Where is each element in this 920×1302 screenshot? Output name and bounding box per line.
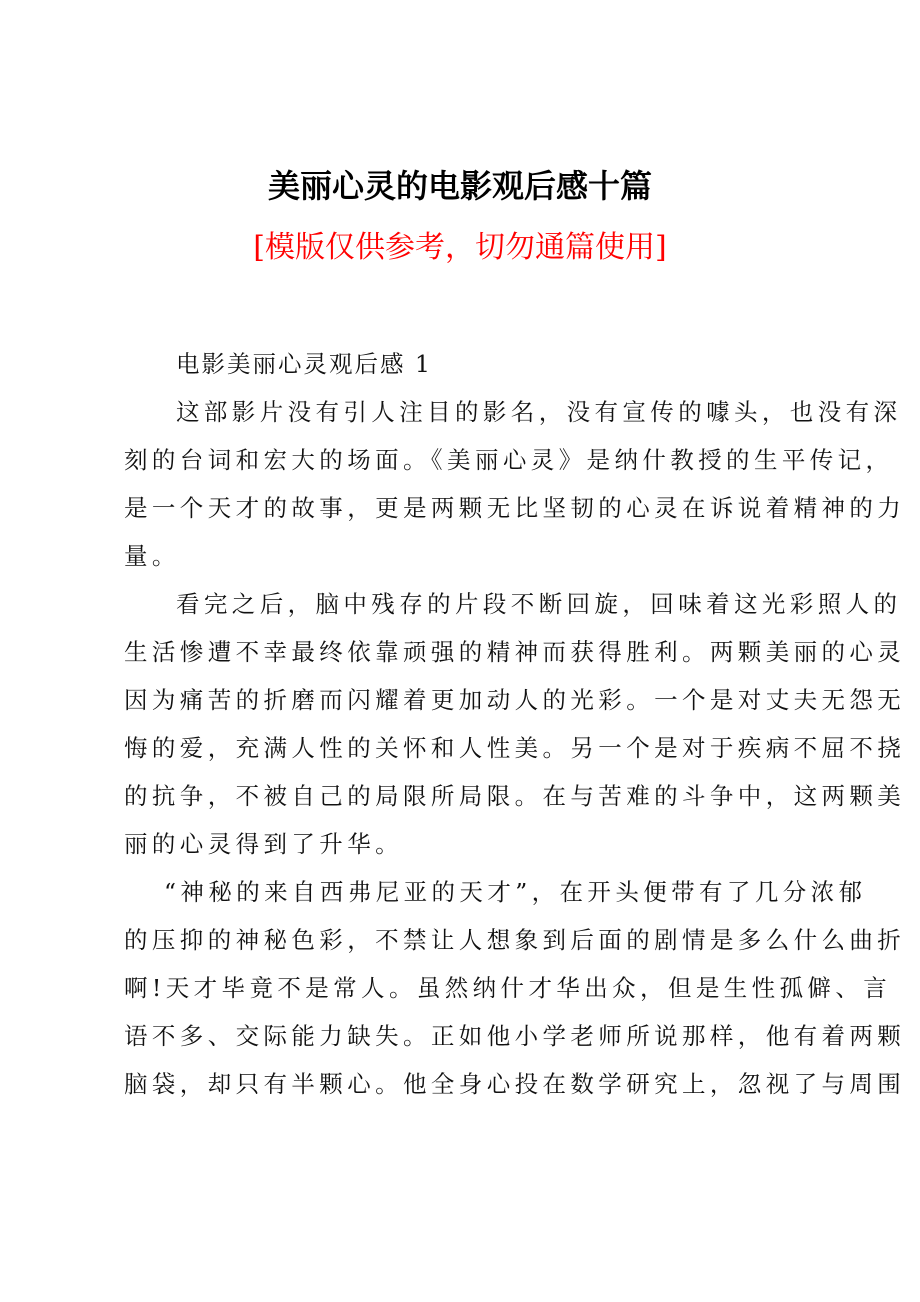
- paragraph-line: 这部影片没有引人注目的影名，没有宣传的噱头，也没有深: [176, 398, 902, 426]
- paragraph-line: 生活惨遭不幸最终依靠顽强的精神而获得胜利。两颗美丽的心灵: [124, 638, 906, 666]
- paragraph-line: 悔的爱，充满人性的关怀和人性美。另一个是对于疾病不屈不挠: [124, 734, 906, 762]
- paragraph-line: 语不多、交际能力缺失。正如他小学老师所说那样，他有着两颗: [124, 1022, 906, 1050]
- section-heading: 电影美丽心灵观后感 1: [176, 350, 432, 378]
- document-body: [124, 342, 906, 1110]
- paragraph-line: “神秘的来自西弗尼亚的天才”，在开头便带有了几分浓郁: [164, 878, 867, 906]
- document-subtitle: [模版仅供参考，切勿通篇使用]: [253, 230, 667, 265]
- paragraph: [124, 390, 906, 582]
- paragraph-line: 的压抑的神秘色彩，不禁让人想象到后面的剧情是多么什么曲折: [124, 926, 906, 954]
- paragraph-line: 刻的台词和宏大的场面。《美丽心灵》是纳什教授的生平传记，: [124, 446, 894, 474]
- paragraph-line: 因为痛苦的折磨而闪耀着更加动人的光彩。一个是对丈夫无怨无: [124, 686, 906, 714]
- paragraph-line: 的抗争，不被自己的局限所局限。在与苦难的斗争中，这两颗美: [124, 782, 906, 810]
- paragraph-line: 量。: [124, 542, 180, 570]
- paragraph-line: 啊!天才毕竟不是常人。虽然纳什才华出众，但是生性孤僻、言: [124, 974, 892, 1002]
- paragraph-line: 是一个天才的故事，更是两颗无比坚韧的心灵在诉说着精神的力: [124, 494, 906, 522]
- paragraph-line: 看完之后，脑中残存的片段不断回旋，回味着这光彩照人的: [176, 590, 902, 618]
- paragraph: [124, 870, 906, 1110]
- paragraph: [124, 582, 906, 870]
- document-title: 美丽心灵的电影观后感十篇: [267, 167, 652, 205]
- paragraph-line: 丽的心灵得到了升华。: [124, 830, 403, 858]
- paragraph-line: 脑袋，却只有半颗心。他全身心投在数学研究上，忽视了与周围: [124, 1070, 906, 1098]
